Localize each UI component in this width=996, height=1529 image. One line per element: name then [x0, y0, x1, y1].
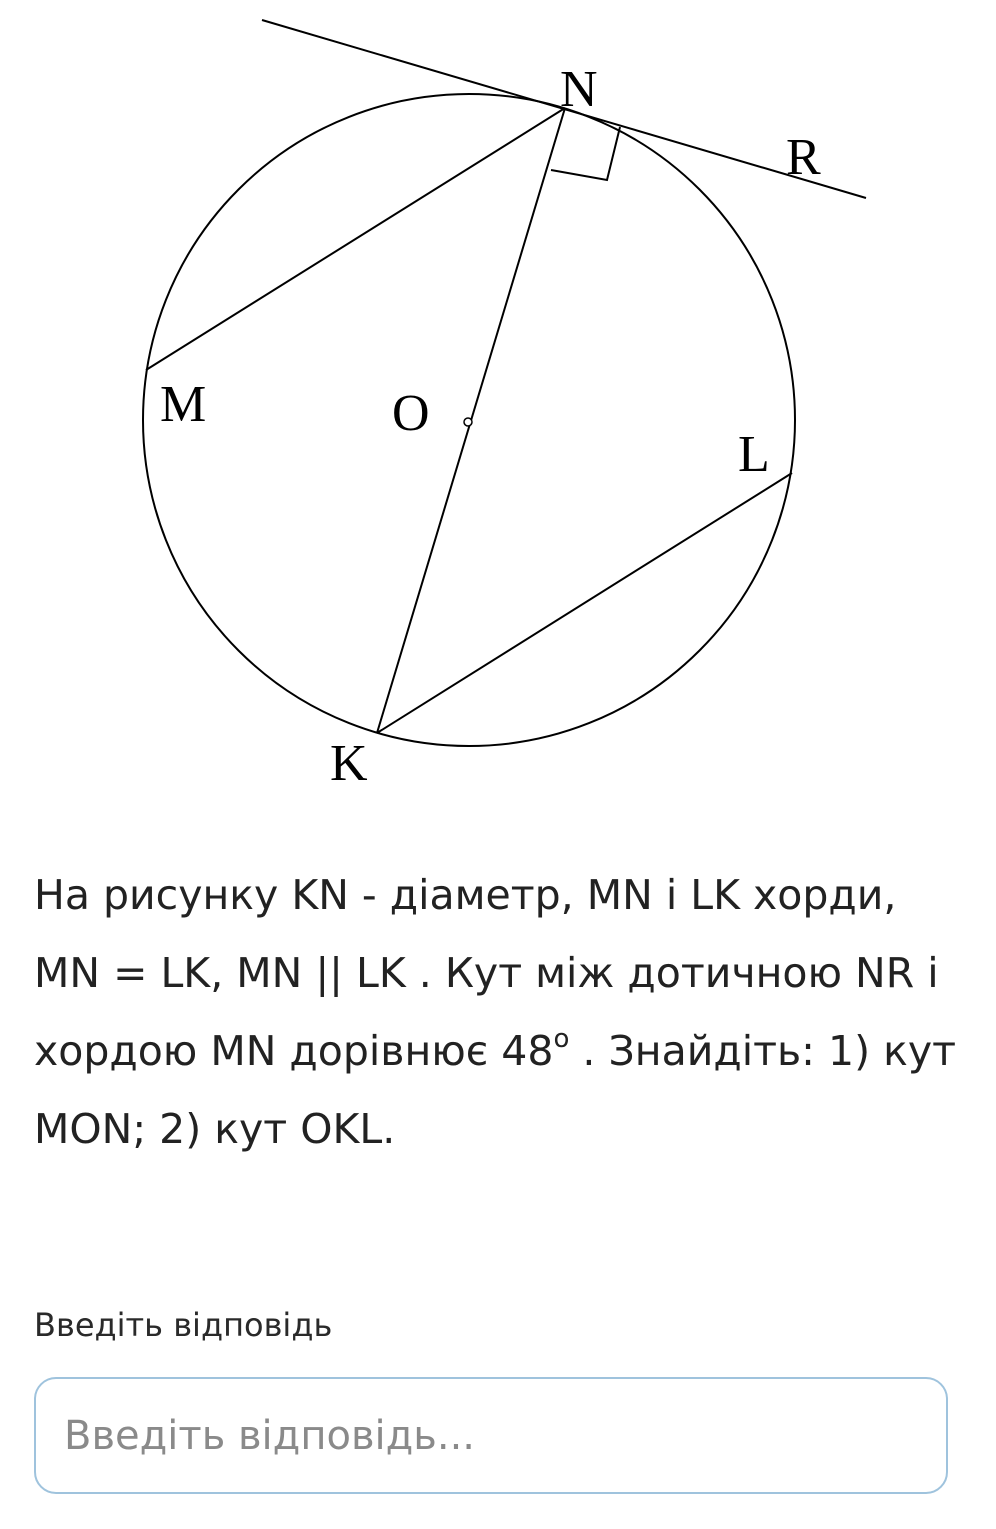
- chord-mn: [146, 108, 565, 370]
- label-m: M: [160, 376, 207, 433]
- center-point-o: [464, 418, 472, 426]
- chord-lk: [377, 473, 792, 733]
- label-l: L: [738, 426, 770, 483]
- degree-symbol: о: [553, 1024, 570, 1054]
- question-text-tasks: . Знайдіть: 1) кут MON; 2) кут OKL.: [34, 1027, 957, 1153]
- label-k: K: [330, 735, 368, 792]
- answer-input[interactable]: [34, 1377, 948, 1494]
- question-text-main: На рисунку KN - діаметр, MN і LK хорди, MN = LK, MN || LK . Кут між дотичною NR і хордою MN дорівнює 48: [34, 871, 939, 1075]
- label-n: N: [560, 61, 598, 118]
- question-text: [34, 856, 964, 1168]
- right-angle-mark: [551, 127, 620, 180]
- answer-label: Введіть відповідь: [34, 1306, 333, 1344]
- label-o: O: [392, 385, 430, 442]
- label-r: R: [786, 129, 821, 186]
